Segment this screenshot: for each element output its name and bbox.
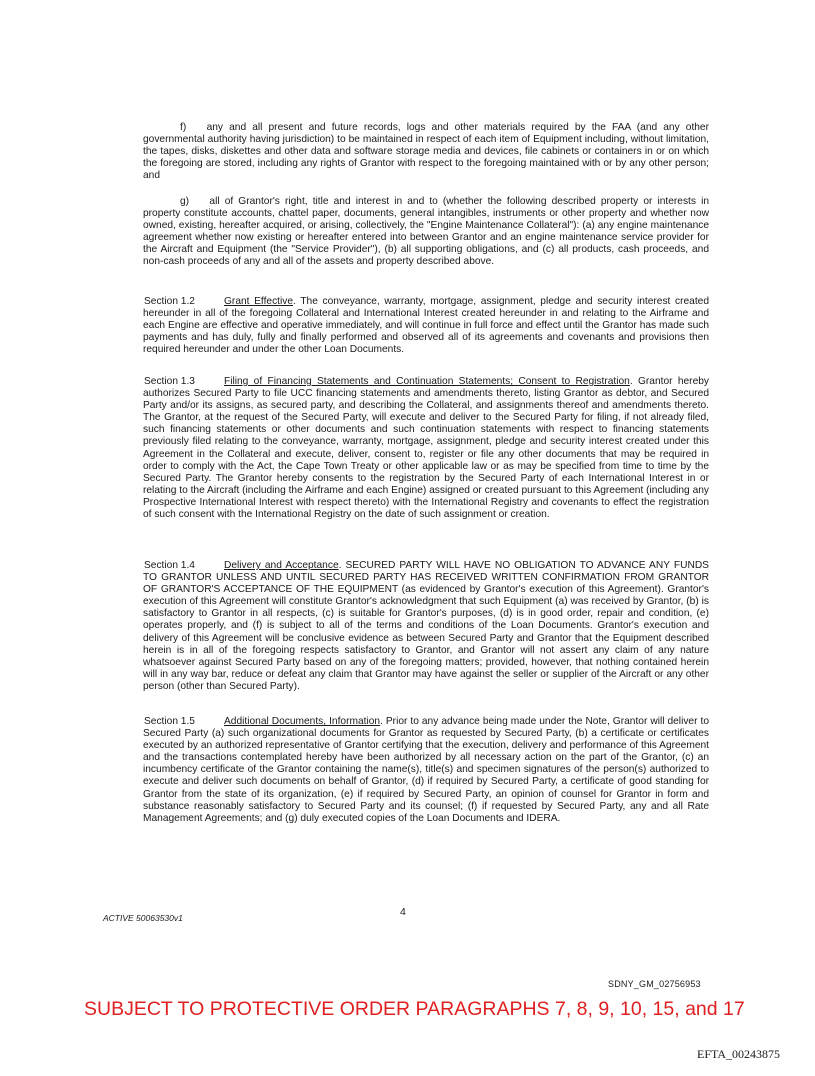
section-title: Filing of Financing Statements and Continuation Statements; Consent to Registration [224, 376, 630, 387]
section-number: Section 1.3 [144, 376, 195, 387]
section-number: Section 1.5 [144, 716, 195, 727]
section-1-3 [143, 376, 709, 521]
efta-number: EFTA_00243875 [697, 1047, 781, 1061]
paragraph-f: f) any and all present and future records, logs and other materials required by the FAA (and any other governmental authority having jurisdiction) to be maintained in respect of each item of Equipment including, without limitation, the tapes, disks, diskettes and other data and software storage media and devices, file cabinets or containers in or on which the foregoing are stored, including any rights of Grantor with respect to the foregoing maintained with or by any other person; and [143, 122, 709, 182]
section-body: . Grantor hereby authorizes Secured Party to file UCC financing statements and amendments thereto, listing Grantor as debtor, and Secured Party and/or its assigns, as secured party, and describing the Collateral, and assignments thereof and amendments thereto. The Grantor, at the request of the Secured Party, will execute and deliver to the Secured Party for filing, if not already filed, such financing statements or other documents and such continuation statements with respect to financing statements previously filed relating to the conveyance, warranty, mortgage, assignment, pledge and security interest created under this Agreement in the Collateral and execute, deliver, consent to, register or file any other documents that may be required in order to comply with the Act, the Cape Town Treaty or other applicable law or as may be specified from time to time by the Secured Party. The Grantor hereby consents to the registration by the Secured Party of each International Interest in or relating to the Aircraft (including the Airframe and each Engine) assigned or created pursuant to this Agreement (including any Prospective International Interest with respect thereto) with the International Registry and covenants to effect the registration of such consent with the International Registry on the date of such assignment or creation. [143, 376, 709, 521]
document-id: ACTIVE 50063530v1 [103, 913, 183, 923]
section-1-2 [143, 296, 709, 356]
section-body: . The conveyance, warranty, mortgage, assignment, pledge and security interest created hereunder in all of the foregoing Collateral and International Interest created hereunder in and relating to the Airframe and each Engine are effective and operative immediately, and will continue in full force and effect until the Grantor has made such payments and has duly, fully and finally performed and observed all of its agreements and covenants and provisions then required hereunder and under the other Loan Documents. [143, 296, 709, 356]
protective-order-notice: SUBJECT TO PROTECTIVE ORDER PARAGRAPHS 7, 8, 9, 10, 15, and 17 [84, 998, 745, 1020]
section-title: Additional Documents, Information [224, 716, 381, 727]
section-number: Section 1.2 [144, 296, 195, 307]
page-number: 4 [400, 906, 406, 918]
section-1-4 [143, 560, 709, 693]
section-body: . SECURED PARTY WILL HAVE NO OBLIGATION TO ADVANCE ANY FUNDS TO GRANTOR UNLESS AND UNTIL SECURED PARTY HAS RECEIVED WRITTEN CONFIRMATION FROM GRANTOR OF GRANTOR'S ACCEPTANCE OF THE EQUIPMENT (as evidenced by Grantor's execution of this Agreement). Grantor's execution of this Agreement will constitute Grantor's acknowledgment that such Equipment (a) was received by Grantor, (b) is satisfactory to Grantor in all respects, (c) is suitable for Grantor's purposes, (d) is in good order, repair and condition, (e) operates properly, and (f) is subject to all of the terms and conditions of the Loan Documents. Grantor's execution and delivery of this Agreement will be conclusive evidence as between Secured Party and Grantor that the Equipment described herein is in all of the foregoing respects satisfactory to Grantor, and Grantor will not assert any claim of any nature whatsoever against Secured Party based on any of the foregoing matters; provided, however, that nothing contained herein will in any way bar, reduce or defeat any claim that Grantor may have against the seller or supplier of the Aircraft or any other person (other than Secured Party). [143, 560, 709, 692]
bates-number: SDNY_GM_02756953 [608, 979, 701, 989]
section-body: . Prior to any advance being made under the Note, Grantor will deliver to Secured Party (a) such organizational documents for Grantor as requested by Secured Party, (b) a certificate or certificates executed by an authorized representative of Grantor certifying that the execution, delivery and performance of this Agreement and the transactions contemplated hereby have been authorized by all necessary action on the part of the Grantor, (c) an incumbency certificate of the Grantor containing the name(s), title(s) and specimen signatures of the person(s) authorized to execute and deliver such documents on behalf of Grantor, (d) if required by Secured Party, a certificate of good standing for Grantor from the state of its organization, (e) if required by Secured Party, an opinion of counsel for Grantor in form and substance reasonably satisfactory to Secured Party and its counsel; (f) if requested by Secured Party, any and all Rate Management Agreements; and (g) duly executed copies of the Loan Documents and IDERA. [143, 716, 709, 824]
section-1-5 [143, 716, 709, 825]
section-title: Delivery and Acceptance [224, 560, 339, 571]
section-number: Section 1.4 [144, 560, 195, 571]
paragraph-g: g) all of Grantor's right, title and interest in and to (whether the following described property or interests in property constitute accounts, chattel paper, documents, general intangibles, instruments or other property and whether now owned, existing, hereafter acquired, or arising, collectively, the "Engine Maintenance Collateral"): (a) any engine maintenance agreement whether now existing or hereafter entered into between Grantor and an engine maintenance service provider for the Aircraft and Equipment (the "Service Provider"), (b) all supporting obligations, and (c) all products, cash proceeds, and non-cash proceeds of any and all of the assets and property described above. [143, 196, 709, 268]
section-title: Grant Effective [224, 296, 294, 307]
